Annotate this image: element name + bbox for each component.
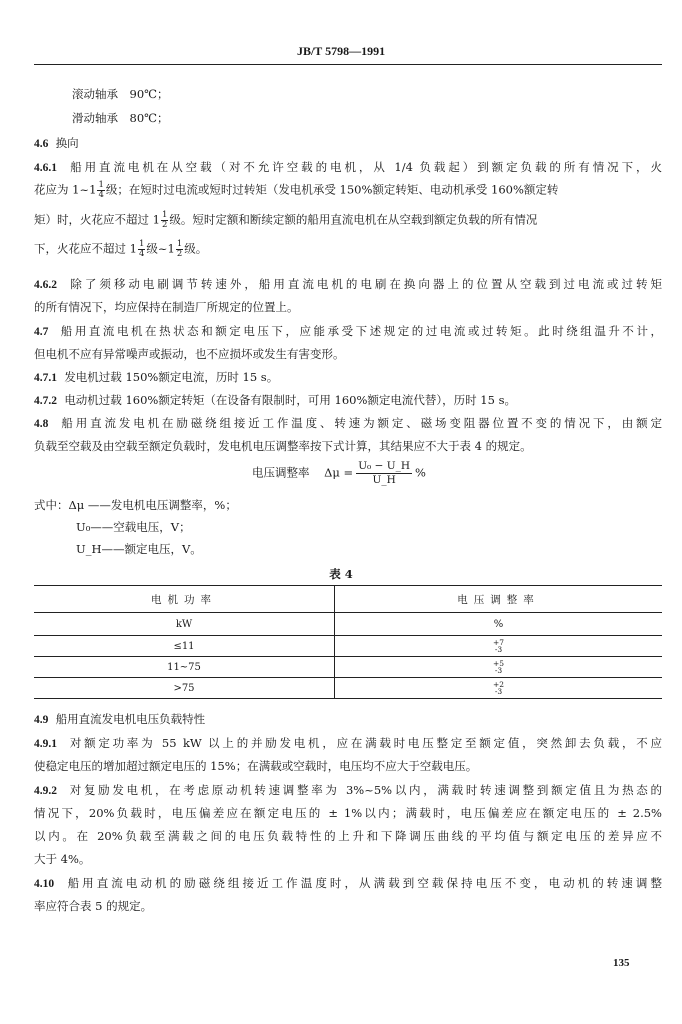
table-unit-row [34, 613, 662, 636]
para-4-9-2-line4: 大于 4%。 [34, 852, 91, 866]
section-4-9 [34, 711, 205, 727]
tolerance-minus: -3 [494, 666, 503, 675]
para-text: 级。 [184, 241, 208, 256]
header-divider [34, 64, 662, 65]
para-4-9-2-line3: 以内。在 20%负载至满载之间的电压负载特性的上升和下降调压曲线的平均值与额定电压的差异应不 [34, 829, 662, 843]
para-4-9-1-line2: 使稳定电压的增加超过额定电压的 15%；在满载或空载时，电压均不应大于空载电压。 [34, 759, 478, 773]
section-number: 4.6.2 [34, 279, 57, 291]
formula-denominator: U_H [372, 474, 396, 486]
formula-suffix: % [415, 465, 426, 480]
section-number: 4.10 [34, 878, 55, 890]
para-4-10-line2: 率应符合表 5 的规定。 [34, 899, 153, 913]
para-text: 级~1 [146, 241, 175, 256]
tolerance-minus: -3 [494, 645, 503, 654]
tolerance-plus: +5 [492, 659, 505, 668]
para-4-9-1-line1 [34, 735, 662, 751]
para-4-6-1-line1 [34, 159, 662, 175]
table-row [34, 636, 662, 657]
para-4-7-2 [34, 392, 662, 408]
formula-fraction [356, 460, 412, 487]
standard-header: JB/T 5798—1991 [296, 44, 386, 58]
formula-lhs: Δμ = [324, 465, 354, 480]
regulation-cell [335, 657, 663, 678]
table-4 [34, 585, 662, 699]
para-text: 矩）时，火花应不超过 1 [34, 212, 160, 227]
section-title: 换向 [55, 136, 79, 150]
column-header-regulation: 电压调整率 [335, 586, 663, 613]
para-text: 船用直流发电机在励磁绕组接近工作温度、转速为额定、磁场变阻器位置不变的情况下，由额定 [61, 416, 662, 430]
section-number: 4.6.1 [34, 162, 57, 174]
para-4-8-line1 [34, 415, 662, 431]
fraction-one-half: $\frac{1}{2}$ [161, 210, 168, 230]
para-text: 发电机过载 150%额定电流，历时 15 s。 [64, 370, 279, 384]
para-text: 级；在短时过电流或短时过转矩（发电机承受 150%额定转矩、电动机承受 160%额定转 [105, 182, 559, 197]
para-4-6-1-line4 [34, 240, 662, 259]
formula-label: 电压调整率 [252, 465, 310, 480]
where-def: Δμ ——发电机电压调整率，%； [68, 498, 237, 512]
section-number: 4.7.1 [34, 372, 57, 384]
voltage-regulation-formula [252, 460, 426, 487]
para-4-9-2-line1 [34, 782, 662, 798]
para-text: 船用直流电机在热状态和额定电压下，应能承受下述规定的过电流或过转矩。此时绕组温升不计， [60, 324, 663, 338]
unit-power: kW [34, 613, 335, 636]
unit-regulation: % [335, 613, 663, 636]
regulation-cell [335, 678, 663, 699]
para-4-6-1-line3 [34, 211, 662, 230]
formula-numerator: U₀ − U_H [358, 460, 410, 472]
fraction-one-quarter: $\frac{1}{4}$ [98, 180, 104, 200]
para-4-10-line1 [34, 875, 662, 891]
para-text: 对复励发电机，在考虑原动机转速调整率为 3%~5%以内，满载时转速调整到额定值且为热态的 [69, 783, 663, 797]
section-title: 船用直流发电机电压负载特性 [55, 712, 206, 726]
para-text: 下，火花应不超过 1 [34, 241, 137, 256]
section-number: 4.9.1 [34, 738, 57, 750]
para-text: 花应为 1~1 [34, 182, 97, 197]
rolling-bearing-limit: 滚动轴承 90℃； [72, 87, 169, 101]
where-intro: 式中： [34, 498, 69, 512]
where-line-1 [34, 497, 237, 513]
para-text: 电动机过载 160%额定转矩（在设备有限制时，可用 160%额定电流代替），历时 15 s。 [64, 393, 516, 407]
tolerance-plus: +7 [492, 638, 505, 647]
tolerance-plus: +2 [492, 680, 505, 689]
para-text: 对额定功率为 55 kW 以上的并励发电机，应在满载时电压整定至额定值，突然卸去负载，不应 [69, 736, 663, 750]
section-number: 4.6 [34, 138, 49, 150]
para-4-6-2-line2: 的所有情况下，均应保持在制造厂所规定的位置上。 [34, 300, 299, 314]
section-number: 4.7 [34, 326, 49, 338]
para-text: 除了须移动电刷调节转速外，船用直流电机的电刷在换向器上的位置从空载到过电流或过转矩 [70, 277, 663, 291]
table-row [34, 657, 662, 678]
where-line-3: U_H——额定电压，V。 [76, 542, 202, 556]
para-4-8-line2: 负载至空载及由空载至额定负载时，发电机电压调整率按下式计算，其结果应不大于表 4 的规定。 [34, 439, 532, 453]
fraction-one-quarter: $\frac{1}{4}$ [138, 239, 145, 259]
power-cell: >75 [34, 678, 335, 699]
table-4-caption: 表 4 [329, 567, 353, 581]
section-number: 4.9.2 [34, 785, 57, 797]
page-number: 135 [613, 957, 630, 969]
para-4-6-1-line2 [34, 181, 662, 200]
where-line-2: U₀——空载电压，V； [76, 520, 191, 534]
para-text: 船用直流电机在从空载（对不允许空载的电机，从 1/4 负载起）到额定负载的所有情况下，火 [70, 160, 662, 174]
para-4-7-1 [34, 369, 662, 385]
section-number: 4.8 [34, 418, 49, 430]
section-4-6 [34, 135, 79, 151]
column-header-power: 电机功率 [34, 586, 335, 613]
table-header-row [34, 586, 662, 613]
table-row [34, 678, 662, 699]
section-number: 4.7.2 [34, 395, 57, 407]
para-4-9-2-line2: 情况下，20%负载时，电压偏差应在额定电压的 ± 1%以内；满载时，电压偏差应在额定电压的 ± 2.5% [34, 806, 662, 820]
section-number: 4.9 [34, 714, 49, 726]
para-4-7-line2: 但电机不应有异常噪声或振动，也不应损坏或发生有害变形。 [34, 347, 345, 361]
para-text: 级。短时定额和断续定额的船用直流电机在从空载到额定负载的所有情况 [169, 212, 538, 227]
para-4-6-2-line1 [34, 276, 662, 292]
regulation-cell [335, 636, 663, 657]
power-cell: ≤11 [34, 636, 335, 657]
power-cell: 11~75 [34, 657, 335, 678]
para-4-7-line1 [34, 323, 662, 339]
sliding-bearing-limit: 滑动轴承 80℃； [72, 111, 169, 125]
para-text: 船用直流电动机的励磁绕组接近工作温度时，从满载到空载保持电压不变，电动机的转速调整 [67, 876, 663, 890]
tolerance-minus: -3 [494, 687, 503, 696]
fraction-one-half: $\frac{1}{2}$ [176, 239, 183, 259]
